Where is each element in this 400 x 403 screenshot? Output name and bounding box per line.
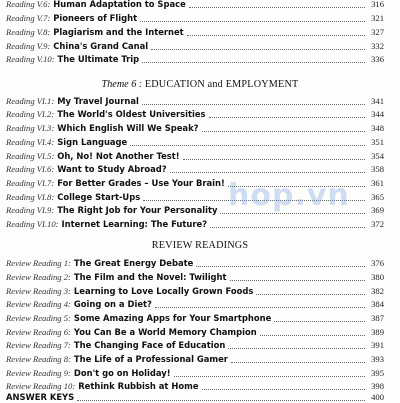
toc-row: Reading V.8: Plagiarism and the Internet 327 [6, 27, 384, 37]
toc-row: Review Reading 6: You Can Be a World Memory Champion 389 [6, 327, 384, 337]
toc-row: Review Reading 4: Going on a Diet? 384 [6, 299, 384, 309]
toc-row: Reading VI.10: Internet Learning: The Future? 372 [6, 219, 384, 229]
toc-row: Reading VI.6: Want to Study Abroad? 358 [6, 164, 384, 174]
toc-row: Reading V.6: Human Adaptation to Space 316 [6, 0, 384, 9]
toc-row: Reading VI.7: For Better Grades – Use Your Brain! 361 [6, 178, 384, 188]
toc-row: Review Reading 9: Don't go on Holiday! 395 [6, 368, 384, 378]
watermark: hop.vn [228, 178, 350, 213]
toc-row: Review Reading 3: Learning to Love Locally Grown Foods 382 [6, 286, 384, 296]
toc-row: Reading VI.2: The World's Oldest Universities 344 [6, 109, 384, 119]
toc-row: Review Reading 5: Some Amazing Apps for Your Smartphone 387 [6, 313, 384, 323]
toc-row: Reading VI.3: Which English Will We Speak? 348 [6, 123, 384, 133]
toc-row: Reading V.7: Pioneers of Flight 321 [6, 13, 384, 23]
answer-keys-row: ANSWER KEYS 400 [6, 392, 384, 402]
toc-row: Reading VI.5: Oh, No! Not Another Test! 354 [6, 151, 384, 161]
toc-row: Reading VI.9: The Right Job for Your Personality 369 [6, 205, 384, 215]
toc-row: Review Reading 7: The Changing Face of Education 391 [6, 340, 384, 350]
toc-row: Reading V.10: The Ultimate Trip 336 [6, 54, 384, 64]
toc-row: Reading VI.4: Sign Language 351 [6, 137, 384, 147]
toc-row: Reading VI.8: College Start-Ups 365 [6, 192, 384, 202]
toc-row: Review Reading 2: The Film and the Novel: Twilight 380 [6, 272, 384, 282]
toc-row: Review Reading 8: The Life of a Professional Gamer 393 [6, 354, 384, 364]
toc-row: Reading V.9: China's Grand Canal 332 [6, 41, 384, 51]
toc-row: Reading VI.1: My Travel Journal 341 [6, 96, 384, 106]
toc-row: Review Reading 10: Rethink Rubbish at Home 398 [6, 381, 384, 391]
review-heading: REVIEW READINGS [151, 240, 249, 251]
theme-heading: Theme 6 : EDUCATION and EMPLOYMENT [101, 79, 299, 90]
toc-row: Review Reading 1: The Great Energy Debate 376 [6, 258, 384, 268]
